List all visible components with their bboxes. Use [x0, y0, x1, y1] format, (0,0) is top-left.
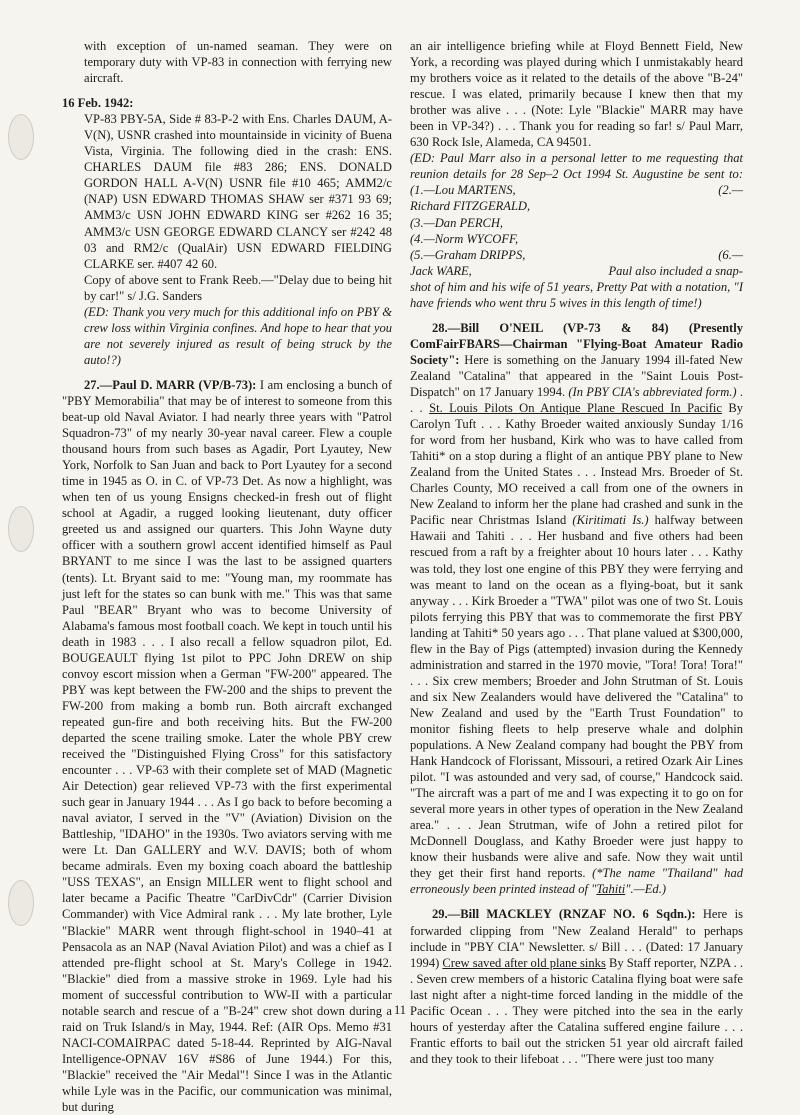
- entry-text: (Kiritimati Is.): [572, 513, 649, 528]
- editor-note: ".—Ed.): [625, 882, 667, 897]
- entry-text: Here is forwarded clipping from "New Zealand Herald" to perhaps include in "PBY CIA" Newsletter. s/ Bill . . . (Dated: 17 January 1994): [410, 907, 743, 970]
- entry-text: I am enclosing a bunch of "PBY Memorabilia" that may be of interest to someone from this beat-up old Naval Aviator. I had nearly three years with "Patrol Squadron-73" of my nearly 30-year naval career. Flew a couple thousand hours from such bases as Agadir, Port Lyautey, New York, Norfolk to San Juan and back to Port Lyautey for a second time in 1945 as O. in C. of VP-73 Det. As now a highlight, was when ten of us young Ensigns checked-in fresh out of flight school at Agadir, a rugged looking lieutenant, duty officer greeted us and assigned our quarters. This John Wayne duty officer with a southern growl accent identified himself as Paul BRYANT to me since I was the last to be assigned quarters (tents). Lt. Bryant said to me: "Young man, my roommate has just left for the states so can bunk with me." This was that same Paul "BEAR" Bryant who was to become University of Alabama's famous most football coach. We kept in touch until his death in 1983 . . . I also recall a fellow squadron pilot, Ed. BOUGEAULT flying 1st pilot to PPC John DREW on ship convoy escort mission when a German "FW-200" appeared. The PBY was kept between the FW-200 and the ships to prevent the FW-200 from making a bomb run. Both aircraft exchanged repeated gun-fire and both receiving hits. But the FW-200 departed the scene trailing smoke. Later the whole PBY crew received the "Distinguished Flying Cross" for this satisfactory encounter . . . VP-63 with their complete set of MAD (Magnetic Air Detection) gear relieved VP-73 with the first experimental such gear in January 1944 . . . As I go back to before becoming a naval aviator, I served in the "V" (Aviation) Division on the Battleship, "IDAHO" in the 1930s. Two aviators serving with me were Lt. Dan GALLERY and W.V. DAVIS; both of whom became admirals. Even my boxing coach aboard the battleship "USS TEXAS", an Ensign MILLER went to flight school and later became a Pacific Theatre "CarDivCdr" (Carrier Division Commander) with Vice Admiral rank . . . My late brother, Lyle "Blackie" MARR went through flight-school in 1940–41 at Pensacola as an NAP (Naval Aviation Pilot) and was a chief as I attended pre-flight school at St. Mary's College in 1942. "Blackie" died from a massive stroke in 1969. Lyle had his moment of successful contribution to WW-II with a particular notable search and rescue of a "B-24" crew shot down during a raid on Truk Island/s in May, 1944. Ref: (AIR Ops. Memo #31 NACI-COMAIRPAC dated 5-18-44. Reprinted by AIG-Naval Intelligence-OPNAV 16V #S86 of June 1944.) For this, "Blackie" received the "Air Medal"! Since I was in the Atlantic while Lyle was in the Pacific, our communication was minimal, but during: [62, 377, 392, 1115]
- address-list: [410, 198, 743, 278]
- list-item: [410, 215, 743, 231]
- editor-note: Tahiti: [596, 882, 626, 897]
- entry-text: (In PBY CIA's abbreviated form.): [568, 384, 737, 399]
- list-item: [410, 263, 743, 279]
- letter-entry-29: [410, 906, 743, 1066]
- binder-hole: [8, 506, 34, 552]
- paragraph: VP-83 PBY-5A, Side # 83-P-2 with Ens. Charles DAUM, A-V(N), USNR crashed into mountainside in vicinity of Buena Vista, Virginia. The following died in the crash: ENS. CHARLES DAUM file #83 286; ENS. DONALD GORDON HALL A-V(N) USNR file #10 465; AMM2/c (NAP) USN EDWARD THOMAS SHAW ser #371 93 69; AMM3/c USN JOHN EDWARD KING ser #262 16 35; AMM3/c USN GEORGE EDWARD CLANCY ser #242 48 03 and RM2/c (QualAir) USN EDWARD FIELDING CLARKE ser. #407 42 60.: [84, 112, 392, 271]
- list-item: [410, 247, 743, 263]
- editor-note-text: (2.—: [718, 183, 743, 198]
- right-column: [410, 38, 743, 1067]
- list-item-text: Paul also included a snap-: [608, 263, 743, 278]
- list-item-text: (4.—Norm WYCOFF,: [410, 231, 519, 246]
- date-heading: 16 Feb. 1942:: [62, 96, 134, 111]
- editor-note: shot of him and his wife of 51 years, Pretty Pat with a notation, "I have friends who went thru 5 wives in this length of time!): [410, 279, 743, 310]
- entry-text: halfway between Hawaii and Tahiti . . . Her husband and five others had been rescued from a raft by a freighter about 10 hours later . . . Kathy was told, they lost one engine of this PBY they were ferrying and was meant to land on the ocean as a flying-boat, but it sank anyway . . . Kirk Broeder a "TWA" pilot was one of two St. Louis pilots ferrying this PBY that was to commemorate the first PBY landing at Tahiti* 50 years ago . . . That plane valued at $300,000, flew in the Bay of Pigs (attempted) invasion during the Kennedy administration and starred in the 1970 movie, "Tora! Tora! Tora!" . . . Six crew members; Broeder and John Strutman of St. Louis and six New Zealanders would have delivered the "Catalina" to New Zealand and used by the "Earth Trust Foundation" to monitor fishing fleets to help preserve whale and dolphin populations. A New Zealand company had bought the PBY from Hank Handcock of Florissant, Missouri, a retired Ozark Air Lines pilot. "I was astounded and very sad, of course," Handcock said. "The aircraft was a part of me and I was expecting it to go on for several more years in other types of operation in the New Zealand area." . . . Jean Strutman, wife of John a retired pilot for McDonnell Douglass, and Kathy Broeder were just happy to know their husbands were alive and safe. Now they wait until they get their first hand reports.: [410, 513, 743, 881]
- list-item: [410, 231, 743, 247]
- entry-heading: 28.—Bill O'NEIL (VP-73 & 84) (Presently ComFairFBARS—Chairman "Flying-Boat Amateur Radio Society":: [410, 320, 743, 367]
- editor-note: [410, 150, 743, 198]
- list-item-text: (5.—Graham DRIPPS,: [410, 247, 526, 262]
- entry-text: By Staff reporter, NZPA . . . Seven crew members of a historic Catalina flying boat were safe last night after a night-time forced landing in the middle of the Pacific Ocean . . . They were pitched into the sea in the early hours of yesterday after the Catalina suffered engine failure . . . Frantic efforts to bail out the stricken 51 year old aircraft failed and they took to their lifeboat . . . "There were just too many: [410, 955, 744, 1066]
- binder-hole: [8, 114, 34, 160]
- page-number: 11: [393, 1003, 407, 1017]
- list-item-text: (3.—Dan PERCH,: [410, 215, 504, 230]
- letter-entry-28: [410, 320, 743, 898]
- list-item-text: Jack WARE,: [410, 263, 472, 278]
- entry-text: . . .: [410, 384, 743, 416]
- article-headline: Crew saved after old plane sinks: [442, 955, 606, 970]
- editor-note-text: (ED: Paul Marr also in a personal letter to me requesting that reunion details for 28 Sep–2 Oct 1994 St. Augustine be sent to: (1.—Lou MARTENS,: [410, 151, 743, 198]
- editor-note: (ED: Thank you very much for this additional info on PBY & crew loss within Virginia confines. And hope to hear that you are not severely injured as result of being struck by the auto!?): [84, 304, 392, 367]
- entry-text: Here is something on the January 1994 ill-fated New Zealand "Catalina" that appeared in the "Saint Louis Post-Dispatch" on 17 January 1994.: [410, 352, 743, 399]
- paragraph: Copy of above sent to Frank Reeb.—"Delay due to being hit by car!" s/ J.G. Sanders: [84, 272, 392, 303]
- paragraph: an air intelligence briefing while at Floyd Bennett Field, New York, a recording was played during which I unmistakably heard my brothers voice as it related to the details of the above "B-24" rescue. I was elated, primarily because I knew then that my brother was alive . . . (Note: Lyle "Blackie" MARR may have been in VP-34?) . . . Thank you for reading so far! s/ Paul Marr, 630 Rock Isle, Alameda, CA 94501.: [410, 39, 743, 150]
- entry-heading: 27.—Paul D. MARR (VP/B-73):: [84, 377, 257, 392]
- editor-note: (*The name "Thailand" had erroneously been printed instead of ": [410, 866, 743, 897]
- paragraph: with exception of un-named seaman. They were on temporary duty with VP-83 in connection with ferrying new aircraft.: [84, 39, 392, 86]
- entry-text: By Carolyn Tuft . . . Kathy Broeder waited anxiously Sunday 1/16 for word from her husband, Kirk who was to have called from Tahiti* on a stop during a flight of an antique PBY plane to New Zealand from the United States . . . Instead Mrs. Broeder of St. Charles County, MO received a call from one of the owners in New Zealand to inform her the plane had crashed and sunk in the Pacific near Christmas Island: [410, 401, 743, 528]
- entry-heading: 29.—Bill MACKLEY (RNZAF NO. 6 Sqdn.):: [432, 907, 696, 922]
- left-column: [62, 38, 392, 1115]
- article-headline: St. Louis Pilots On Antique Plane Rescued In Pacific: [429, 401, 722, 416]
- list-item-text: (6.—: [718, 247, 743, 262]
- binder-hole: [8, 880, 34, 926]
- list-item: [410, 198, 743, 214]
- list-item-text: Richard FITZGERALD,: [410, 199, 531, 214]
